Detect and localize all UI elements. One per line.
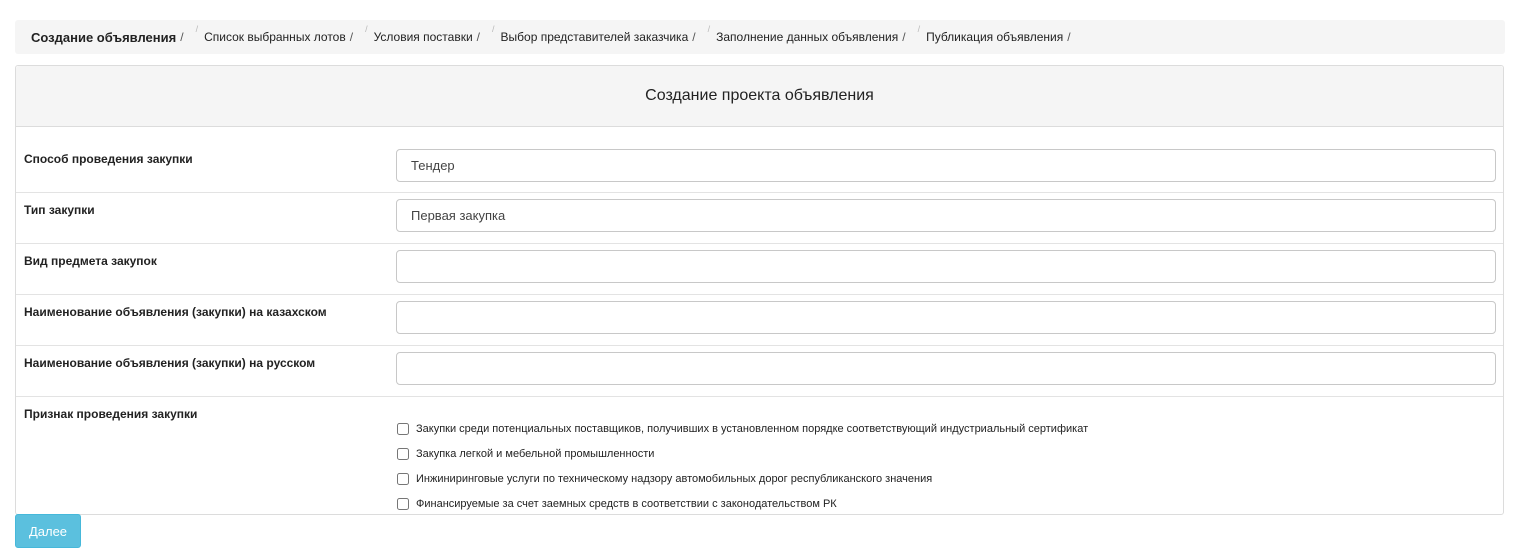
breadcrumb [15,20,1505,54]
flag-borrowed-funds-checkbox[interactable] [397,498,409,510]
breadcrumb-separator: / [692,30,696,44]
breadcrumb-separator: / [707,24,711,34]
breadcrumb-separator: / [902,30,906,44]
procurement-type-label: Тип закупки [24,203,95,217]
announcement-panel [15,65,1504,515]
breadcrumb-item-fill-data[interactable]: Заполнение данных объявления [716,30,899,44]
flag-industrial-certificate-checkbox[interactable] [397,423,409,435]
procurement-type-field[interactable] [396,199,1496,232]
name-kazakh-field[interactable] [396,301,1496,334]
procurement-method-field[interactable] [396,149,1496,182]
procurement-method-label: Способ проведения закупки [24,152,193,166]
panel-title: Создание проекта объявления [645,87,874,104]
flag-engineering-road-supervision[interactable] [397,466,1088,491]
form-row-subject-kind [16,243,1503,295]
breadcrumb-separator: / [195,24,199,34]
form-row-procurement-method [16,127,1503,193]
breadcrumb-separator: / [492,24,495,34]
form-row-name-kazakh [16,294,1503,346]
breadcrumb-separator: / [365,24,368,34]
procurement-flags-label: Признак проведения закупки [24,407,198,421]
breadcrumb-separator: / [349,30,354,44]
flag-industrial-certificate-label: Закупки среди потенциальных поставщиков, получивших в установленном порядке соответствующий индустриальный сертификат [416,422,1089,435]
name-russian-label: Наименование объявления (закупки) на русском [24,356,316,370]
breadcrumb-separator: / [917,24,921,34]
subject-kind-field[interactable] [396,250,1496,283]
form-row-procurement-flags [16,396,1503,514]
subject-kind-label: Вид предмета закупок [24,254,157,268]
flag-light-furniture-industry[interactable] [397,441,1088,466]
next-button[interactable]: Далее [15,514,81,548]
breadcrumb-separator: / [476,30,481,44]
form-row-procurement-type [16,192,1503,244]
breadcrumb-item-create-announcement[interactable]: Создание объявления [31,29,177,45]
procurement-flags-list [397,416,1088,516]
flag-industrial-certificate[interactable] [397,416,1088,441]
breadcrumb-item-selected-lots[interactable]: Список выбранных лотов [204,30,346,44]
name-kazakh-label: Наименование объявления (закупки) на казахском [24,305,327,319]
breadcrumb-item-publication[interactable]: Публикация объявления [926,30,1064,44]
flag-engineering-road-supervision-checkbox[interactable] [397,473,409,485]
form-row-name-russian [16,345,1503,397]
flag-borrowed-funds[interactable] [397,491,1088,516]
flag-light-furniture-industry-label: Закупка легкой и мебельной промышленности [416,447,655,460]
panel-header [16,66,1503,127]
breadcrumb-item-customer-reps[interactable]: Выбор представителей заказчика [500,30,689,44]
name-russian-field[interactable] [396,352,1496,385]
breadcrumb-separator: / [180,30,184,44]
flag-light-furniture-industry-checkbox[interactable] [397,448,409,460]
flag-borrowed-funds-label: Финансируемые за счет заемных средств в соответствии с законодательством РК [416,497,837,510]
breadcrumb-item-delivery-terms[interactable]: Условия поставки [373,30,473,44]
breadcrumb-separator: / [1067,30,1071,44]
flag-engineering-road-supervision-label: Инжиниринговые услуги по техническому надзору автомобильных дорог республиканского значения [416,472,933,485]
